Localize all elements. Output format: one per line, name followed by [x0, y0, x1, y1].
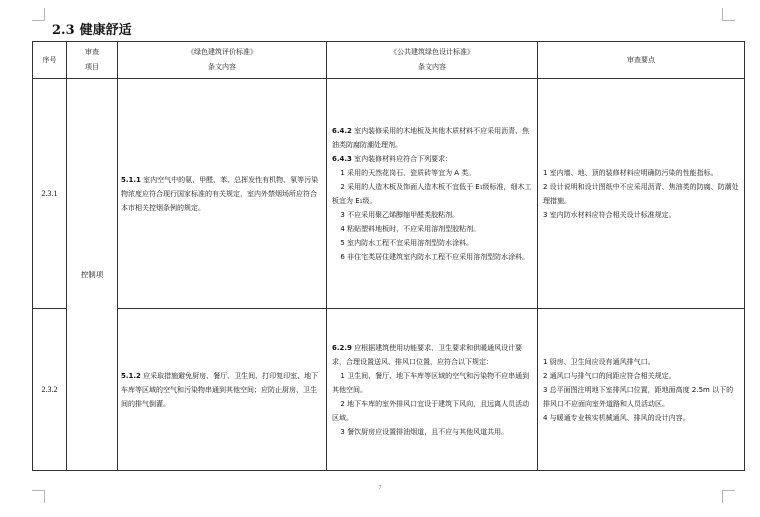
design-clause: 6.4.2 室内装修采用的木地板及其他木质材料不应采用沥青、焦油类防腐防潮处理剂。 [332, 126, 530, 149]
eval-clause-cell [118, 79, 327, 309]
header-category: 审查 项目 [67, 42, 118, 79]
review-point: 1 室内墙、地、顶的装修材料应明确防污染的性能指标。 [543, 168, 718, 177]
design-clauses-cell [327, 79, 538, 309]
design-clause-item: 3 餐饮厨房应设置排油烟道，且不应与其他风道共用。 [340, 427, 509, 436]
design-clause-item: 3 不应采用聚乙烯醇缩甲醛类胶粘剂。 [340, 210, 460, 219]
header-design-standard: 《公共建筑绿色设计标准》 条文内容 [327, 42, 538, 79]
row-number: 2.3.1 [33, 79, 67, 309]
category-cell: 控制项 [67, 79, 118, 471]
design-clause-item: 1 采用的天然花岗石、瓷质砖等宜为 A 类。 [340, 168, 476, 177]
header-review-points: 审查要点 [538, 42, 745, 79]
clause-id: 5.1.1 [121, 175, 141, 184]
clause-text: 应采取措施避免厨房、餐厅、卫生间、打印复印室、地下车库等区域的空气和污染物串通到其他空间；应防止厨房、卫生间的排气倒灌。 [121, 371, 319, 408]
design-clause-item: 5 室内防水工程不宜采用溶剂型防水涂料。 [340, 238, 474, 247]
design-clause-item: 4 粘贴塑料地板时，不应采用溶剂型胶粘剂。 [340, 224, 481, 233]
review-point: 3 总平面图注明地下室排风口位置，距地面高度 2.5m 以下的排风口不应面向室外道路和人员活动区。 [543, 385, 734, 408]
review-point: 4 与暖通专业核实机械通风、排风的设计内容。 [543, 413, 690, 422]
design-clause-item: 2 采用的人造木板及饰面人造木板不宜低于 E₁级标准，细木工板宜为 E₁级。 [332, 182, 532, 205]
section-heading [52, 23, 137, 39]
design-clause: 6.2.9 应根据建筑使用功能要求、卫生要求和供暖通风设计要求，合理设置送风、排风口位置，应符合以下规定： [332, 343, 523, 366]
review-point: 2 通风口与排气口的间距应符合相关规定。 [543, 371, 676, 380]
design-clause: 6.4.3 室内装修材料应符合下列要求： [332, 154, 453, 163]
design-clause-item: 6 非住宅类居住建筑室内防水工程不应采用溶剂型防水涂料。 [340, 252, 530, 261]
review-points-cell [538, 309, 745, 471]
review-table [32, 41, 745, 471]
crop-mark-bottom-right [722, 490, 735, 503]
section-number: 2.3 [52, 23, 75, 38]
review-point: 1 厨房、卫生间应设有通风排气口。 [543, 357, 655, 366]
design-clause-item: 1 卫生间、餐厅、地下车库等区域的空气和污染物不应串通到其他空间。 [332, 371, 530, 394]
table-row [33, 79, 745, 309]
clause-id: 5.1.2 [121, 371, 141, 380]
page-number: 7 [378, 485, 382, 491]
clause-text: 室内空气中的氨、甲醛、苯、总挥发性有机物、氡等污染物浓度应符合现行国家标准的有关规定，室内外禁烟场所应符合本市相关控烟条例的规定。 [121, 175, 319, 212]
review-point: 2 设计说明和设计图纸中不应采用沥青、焦油类的防腐、防潮处理措施。 [543, 182, 739, 205]
crop-mark-top-right [722, 8, 735, 21]
review-point: 3 室内防水材料应符合相关设计标准规定。 [543, 210, 676, 219]
header-row [33, 42, 745, 79]
section-title: 健康舒适 [79, 23, 132, 38]
eval-clause-cell [118, 309, 327, 471]
header-eval-standard: 《绿色建筑评价标准》 条文内容 [118, 42, 327, 79]
table-row [33, 309, 745, 471]
design-clause-item: 2 地下车库的室外排风口宜设于建筑下风向，且远离人员活动区域。 [332, 399, 530, 422]
crop-mark-bottom-left [32, 490, 45, 503]
design-clauses-cell [327, 309, 538, 471]
review-points-cell [538, 79, 745, 309]
crop-mark-top-left [32, 8, 45, 21]
row-number: 2.3.2 [33, 309, 67, 471]
header-no: 序号 [33, 42, 67, 79]
